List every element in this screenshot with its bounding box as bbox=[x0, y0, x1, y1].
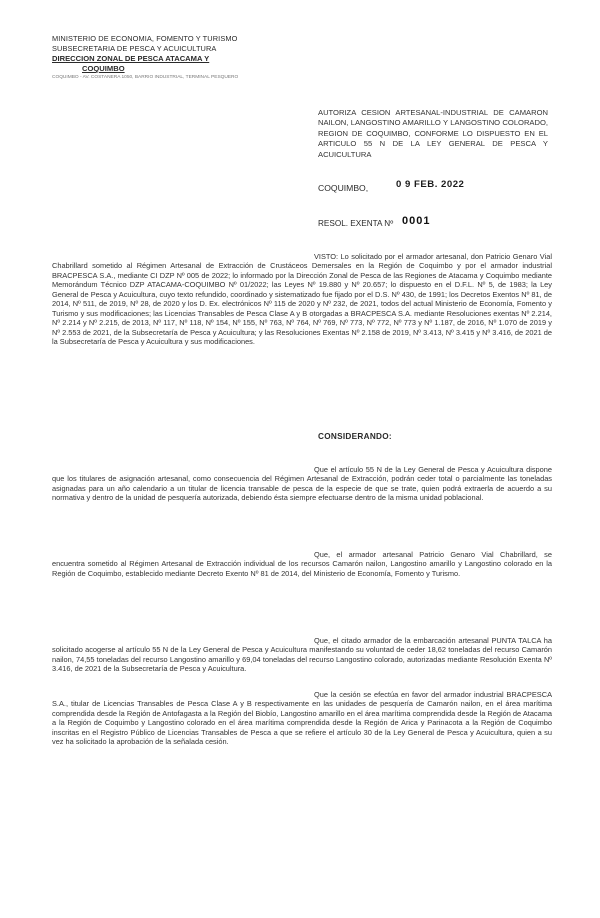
visto-text: VISTO: Lo solicitado por el armador artesanal, don Patricio Genaro Vial Chabrillard sometido al Régimen Artesanal de Extracción de Crustáceos Demersales en la Región de Coquimbo y por el armador industrial BRACPESCA S.A., mediante CI DZP Nº 005 de 2022; lo informado por la Dirección Zonal de Pesca de las Regiones de Atacama y Coquimbo mediante Memorándum Técnico DZP ATACAMA-COQUIMBO Nº 01/2022; las Leyes Nº 19.880 y Nº 20.657; lo dispuesto en el D.F.L. Nº 5, de 1983; la Ley General de Pesca y Acuicultura, cuyo texto refundido, coordinado y sistematizado fue fijado por el D.S. Nº 430, de 1991; los Decretos Exentos Nº 81, de 2014, Nº 511, de 2019, Nº 28, de 2020 y los D. Ex. electrónicos Nº 115 de 2020 y Nº 232, de 2021, todos del actual Ministerio de Economía, Fomento y Turismo y sus modificaciones; las Licencias Transables de Pesca Clase A y B otorgadas a BRACPESCA S.A. mediante Resoluciones exentas Nº 2.214, Nº 2.214 y Nº 2.215, de 2013, Nº 117, Nº 118, Nº 154, Nº 155, Nº 763, Nº 764, Nº 769, Nº 773, Nº 772, Nº 773 y Nº 1.187, de 2016, Nº 1.070 de 2019 y Nº 2.553 de 2021, de la Subsecretaría de Pesca y Acuicultura; y las Resoluciones Exentas Nº 2.158 de 2019, Nº 3.413, Nº 3.415 y Nº 3.416, de 2021 de la Subsecretaría de Pesca y Acuicultura y sus modificaciones. bbox=[52, 252, 552, 347]
direction-name-line1: DIRECCION ZONAL DE PESCA ATACAMA Y bbox=[52, 54, 210, 64]
date-stamp: 0 9 FEB. 2022 bbox=[396, 179, 465, 190]
resolution-number: 0001 bbox=[402, 215, 431, 227]
considerando-text-1: Que el artículo 55 N de la Ley General de Pesca y Acuicultura dispone que los titulares de asignación artesanal, como consecuencia del Régimen Artesanal de Extracción, podrán ceder total o parcialmente las toneladas asignadas para un año calendario a un titular de licencia transable de pesca de la especie de que se trate, quien podrá extraerla de acuerdo a su normativa y dentro de la unidad de pesquería autorizada, debiendo ésta siempre efectuarse dentro de la misma unidad poblacional. bbox=[52, 465, 552, 503]
resolution-label: RESOL. EXENTA Nº bbox=[318, 219, 394, 228]
office-address: COQUIMBO - AV. COSTANERA 1050, BARRIO INDUSTRIAL, TERMINAL PESQUERO bbox=[52, 74, 239, 80]
letterhead bbox=[52, 34, 292, 81]
date-place: COQUIMBO, bbox=[318, 183, 369, 193]
considerando-text-4: Que la cesión se efectúa en favor del armador industrial BRACPESCA S.A., titular de Licencias Transables de Pesca Clase A y B respectivamente en las unidades de pesquería de Camarón nailon, en el área marítima comprendida desde la Región de Antofagasta a la Región del Biobío, Langostino amarillo en el área marítima comprendida desde la Región de Atacama a la Región de Coquimbo y Langostino colorado en el área marítima comprendida desde la Región de Arica y Parinacota a la Región de Coquimbo inscritas en el Registro Público de Licencias Transables de Pesca a que se refiere el artículo 30 de la Ley General de Pesca y Acuicultura, quien a su vez ha solicitado la aprobación de la señalada cesión. bbox=[52, 690, 552, 747]
visto-paragraph bbox=[52, 252, 552, 347]
considerando-text-2: Que, el armador artesanal Patricio Genaro Vial Chabrillard, se encuentra sometido al Régimen Artesanal de Extracción individual de los recursos Camarón nailon, Langostino amarillo y Langostino colorado en la Región de Coquimbo, establecido mediante Decreto Exento Nº 81 de 2014, del Ministerio de Economía, Fomento y Turismo. bbox=[52, 550, 552, 578]
direction-name-line2: COQUIMBO bbox=[82, 63, 125, 73]
resolution-title: AUTORIZA CESION ARTESANAL-INDUSTRIAL DE CAMARON NAILON, LANGOSTINO AMARILLO Y LANGOSTINO COLORADO, REGION DE COQUIMBO, CONFORME LO DISPUESTO EN EL ARTICULO 55 N DE LA LEY GENERAL DE PESCA Y ACUICULTURA bbox=[318, 108, 548, 159]
considerando-paragraph-2 bbox=[52, 550, 552, 578]
subsecretaria-name: SUBSECRETARIA DE PESCA Y ACUICULTURA bbox=[52, 43, 217, 53]
considerando-paragraph-3 bbox=[52, 636, 552, 674]
ministry-name: MINISTERIO DE ECONOMIA, FOMENTO Y TURISMO bbox=[52, 34, 238, 43]
considerando-paragraph-4 bbox=[52, 690, 552, 747]
date-line bbox=[318, 179, 465, 193]
resolution-number-line bbox=[318, 215, 431, 228]
considerando-paragraph-1 bbox=[52, 465, 552, 503]
considerando-text-3: Que, el citado armador de la embarcación artesanal PUNTA TALCA ha solicitado acogerse al artículo 55 N de la Ley General de Pesca y Acuicultura manifestando su voluntad de ceder 18,62 toneladas del recurso Camarón nailon, 74,55 toneladas del recurso Langostino amarillo y 69,04 toneladas del recurso Langostino colorado, autorizadas mediante Resolución Exenta Nº 3.416, de 2021 de la Subsecretaría de Pesca y Acuicultura. bbox=[52, 636, 552, 674]
considerando-heading: CONSIDERANDO: bbox=[318, 432, 392, 441]
